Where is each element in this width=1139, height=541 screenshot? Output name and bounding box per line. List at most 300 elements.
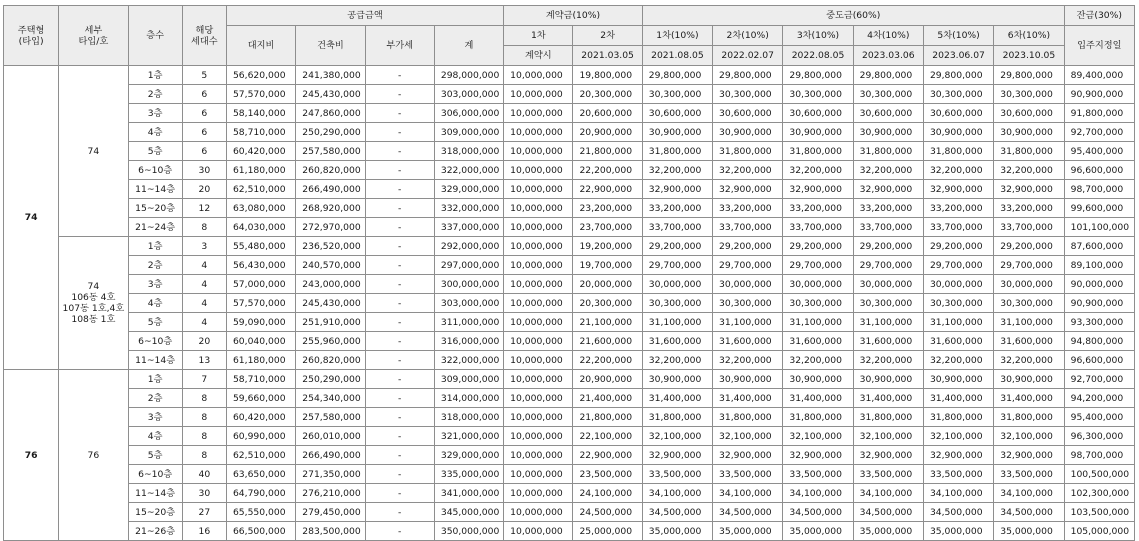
middle-4-cell: 30,300,000 [853, 85, 923, 104]
middle-4-cell: 30,000,000 [853, 275, 923, 294]
floor-cell: 21~24층 [128, 218, 182, 237]
middle-6-cell: 31,800,000 [994, 142, 1064, 161]
contract-1-cell: 10,000,000 [504, 465, 573, 484]
balance-cell: 94,200,000 [1064, 389, 1134, 408]
middle-1-cell: 29,800,000 [642, 66, 712, 85]
balance-cell: 90,900,000 [1064, 85, 1134, 104]
building-cell: 247,860,000 [296, 104, 365, 123]
floor-cell: 1층 [128, 66, 182, 85]
middle-6-cell: 31,100,000 [994, 313, 1064, 332]
vat-cell: - [365, 199, 434, 218]
units-cell: 6 [182, 142, 226, 161]
housing-type-cell: 74 [4, 66, 59, 370]
floor-cell: 4층 [128, 427, 182, 446]
middle-5-cell: 31,600,000 [923, 332, 993, 351]
contract-1-cell: 10,000,000 [504, 332, 573, 351]
vat-cell: - [365, 446, 434, 465]
vat-cell: - [365, 484, 434, 503]
units-cell: 30 [182, 484, 226, 503]
header-middle: 중도금(60%) [642, 6, 1064, 26]
table-row [4, 66, 1135, 85]
header-contract-1: 1차 [504, 26, 573, 46]
units-cell: 5 [182, 66, 226, 85]
middle-2-cell: 31,100,000 [713, 313, 783, 332]
vat-cell: - [365, 313, 434, 332]
middle-5-cell: 32,200,000 [923, 161, 993, 180]
middle-5-cell: 30,300,000 [923, 294, 993, 313]
vat-cell: - [365, 180, 434, 199]
contract-2-cell: 24,100,000 [573, 484, 642, 503]
land-cell: 58,710,000 [226, 370, 295, 389]
header-balance-date: 입주지정일 [1064, 26, 1134, 66]
contract-1-cell: 10,000,000 [504, 275, 573, 294]
floor-cell: 5층 [128, 313, 182, 332]
vat-cell: - [365, 370, 434, 389]
land-cell: 65,550,000 [226, 503, 295, 522]
middle-3-cell: 32,100,000 [783, 427, 853, 446]
middle-1-cell: 30,300,000 [642, 85, 712, 104]
contract-2-cell: 20,900,000 [573, 370, 642, 389]
building-cell: 254,340,000 [296, 389, 365, 408]
middle-5-cell: 35,000,000 [923, 522, 993, 541]
balance-cell: 95,400,000 [1064, 142, 1134, 161]
balance-cell: 98,700,000 [1064, 446, 1134, 465]
middle-3-cell: 33,700,000 [783, 218, 853, 237]
land-cell: 55,480,000 [226, 237, 295, 256]
contract-1-cell: 10,000,000 [504, 446, 573, 465]
balance-cell: 90,900,000 [1064, 294, 1134, 313]
table-row [4, 332, 1135, 351]
middle-3-cell: 31,800,000 [783, 408, 853, 427]
total-cell: 318,000,000 [434, 408, 503, 427]
building-cell: 257,580,000 [296, 408, 365, 427]
middle-6-cell: 34,500,000 [994, 503, 1064, 522]
contract-2-cell: 25,000,000 [573, 522, 642, 541]
balance-cell: 93,300,000 [1064, 313, 1134, 332]
middle-1-cell: 31,400,000 [642, 389, 712, 408]
building-cell: 266,490,000 [296, 446, 365, 465]
middle-4-cell: 31,600,000 [853, 332, 923, 351]
contract-2-cell: 24,500,000 [573, 503, 642, 522]
contract-1-cell: 10,000,000 [504, 294, 573, 313]
land-cell: 58,140,000 [226, 104, 295, 123]
building-cell: 250,290,000 [296, 123, 365, 142]
middle-3-cell: 31,800,000 [783, 142, 853, 161]
middle-4-cell: 32,200,000 [853, 161, 923, 180]
middle-1-cell: 30,000,000 [642, 275, 712, 294]
detail-type-cell: 76 [59, 370, 128, 541]
units-cell: 6 [182, 123, 226, 142]
land-cell: 64,790,000 [226, 484, 295, 503]
middle-2-cell: 31,600,000 [713, 332, 783, 351]
contract-1-cell: 10,000,000 [504, 427, 573, 446]
land-cell: 57,570,000 [226, 85, 295, 104]
building-cell: 276,210,000 [296, 484, 365, 503]
total-cell: 329,000,000 [434, 446, 503, 465]
middle-6-cell: 29,200,000 [994, 237, 1064, 256]
contract-1-cell: 10,000,000 [504, 161, 573, 180]
vat-cell: - [365, 408, 434, 427]
middle-6-cell: 29,800,000 [994, 66, 1064, 85]
land-cell: 61,180,000 [226, 351, 295, 370]
contract-1-cell: 10,000,000 [504, 66, 573, 85]
floor-cell: 3층 [128, 275, 182, 294]
table-row [4, 275, 1135, 294]
floor-cell: 5층 [128, 142, 182, 161]
contract-1-cell: 10,000,000 [504, 351, 573, 370]
middle-6-cell: 32,100,000 [994, 427, 1064, 446]
contract-2-cell: 20,300,000 [573, 85, 642, 104]
middle-5-cell: 31,400,000 [923, 389, 993, 408]
contract-2-cell: 20,900,000 [573, 123, 642, 142]
land-cell: 58,710,000 [226, 123, 295, 142]
contract-2-cell: 22,100,000 [573, 427, 642, 446]
contract-2-cell: 21,800,000 [573, 142, 642, 161]
contract-2-cell: 21,800,000 [573, 408, 642, 427]
vat-cell: - [365, 503, 434, 522]
table-row [4, 85, 1135, 104]
land-cell: 59,660,000 [226, 389, 295, 408]
table-row [4, 123, 1135, 142]
middle-2-cell: 33,200,000 [713, 199, 783, 218]
land-cell: 59,090,000 [226, 313, 295, 332]
middle-2-cell: 32,200,000 [713, 161, 783, 180]
total-cell: 314,000,000 [434, 389, 503, 408]
middle-2-cell: 34,100,000 [713, 484, 783, 503]
contract-1-cell: 10,000,000 [504, 484, 573, 503]
units-cell: 4 [182, 256, 226, 275]
header-vat: 부가세 [365, 26, 434, 66]
middle-2-cell: 33,700,000 [713, 218, 783, 237]
building-cell: 283,500,000 [296, 522, 365, 541]
table-row [4, 389, 1135, 408]
total-cell: 322,000,000 [434, 351, 503, 370]
contract-2-cell: 20,600,000 [573, 104, 642, 123]
units-cell: 8 [182, 446, 226, 465]
middle-6-cell: 30,900,000 [994, 123, 1064, 142]
building-cell: 241,380,000 [296, 66, 365, 85]
units-cell: 4 [182, 275, 226, 294]
header-middle-1-date: 2021.08.05 [642, 46, 712, 66]
building-cell: 268,920,000 [296, 199, 365, 218]
middle-4-cell: 29,800,000 [853, 66, 923, 85]
vat-cell: - [365, 142, 434, 161]
header-building: 건축비 [296, 26, 365, 66]
table-header [4, 6, 1135, 66]
middle-1-cell: 33,200,000 [642, 199, 712, 218]
vat-cell: - [365, 522, 434, 541]
floor-cell: 6~10층 [128, 332, 182, 351]
middle-3-cell: 30,300,000 [783, 294, 853, 313]
units-cell: 3 [182, 237, 226, 256]
land-cell: 61,180,000 [226, 161, 295, 180]
building-cell: 260,820,000 [296, 351, 365, 370]
building-cell: 250,290,000 [296, 370, 365, 389]
total-cell: 311,000,000 [434, 313, 503, 332]
table-row [4, 427, 1135, 446]
units-cell: 8 [182, 427, 226, 446]
balance-cell: 92,700,000 [1064, 370, 1134, 389]
header-units: 해당 세대수 [182, 6, 226, 66]
floor-cell: 3층 [128, 408, 182, 427]
middle-1-cell: 31,800,000 [642, 142, 712, 161]
middle-6-cell: 29,700,000 [994, 256, 1064, 275]
middle-5-cell: 32,900,000 [923, 446, 993, 465]
middle-1-cell: 30,300,000 [642, 294, 712, 313]
table-row [4, 199, 1135, 218]
building-cell: 260,010,000 [296, 427, 365, 446]
units-cell: 13 [182, 351, 226, 370]
middle-3-cell: 30,900,000 [783, 123, 853, 142]
contract-1-cell: 10,000,000 [504, 503, 573, 522]
middle-4-cell: 32,200,000 [853, 351, 923, 370]
building-cell: 271,350,000 [296, 465, 365, 484]
header-middle-6-date: 2023.10.05 [994, 46, 1064, 66]
header-detail-type: 세부 타입/호 [59, 6, 128, 66]
table-row [4, 161, 1135, 180]
header-floor: 층수 [128, 6, 182, 66]
middle-5-cell: 32,100,000 [923, 427, 993, 446]
land-cell: 60,420,000 [226, 408, 295, 427]
middle-2-cell: 35,000,000 [713, 522, 783, 541]
contract-1-cell: 10,000,000 [504, 85, 573, 104]
middle-4-cell: 31,100,000 [853, 313, 923, 332]
table-row [4, 503, 1135, 522]
floor-cell: 15~20층 [128, 503, 182, 522]
units-cell: 8 [182, 218, 226, 237]
middle-6-cell: 30,300,000 [994, 294, 1064, 313]
middle-6-cell: 33,500,000 [994, 465, 1064, 484]
floor-cell: 11~14층 [128, 180, 182, 199]
detail-type-cell: 74 106동 4호 107동 1호,4호 108동 1호 [59, 237, 128, 370]
middle-3-cell: 29,200,000 [783, 237, 853, 256]
middle-5-cell: 30,000,000 [923, 275, 993, 294]
middle-5-cell: 31,800,000 [923, 408, 993, 427]
balance-cell: 101,100,000 [1064, 218, 1134, 237]
floor-cell: 3층 [128, 104, 182, 123]
contract-2-cell: 19,700,000 [573, 256, 642, 275]
middle-3-cell: 32,200,000 [783, 351, 853, 370]
middle-3-cell: 29,800,000 [783, 66, 853, 85]
middle-2-cell: 30,900,000 [713, 123, 783, 142]
balance-cell: 90,000,000 [1064, 275, 1134, 294]
floor-cell: 11~14층 [128, 351, 182, 370]
balance-cell: 98,700,000 [1064, 180, 1134, 199]
middle-3-cell: 35,000,000 [783, 522, 853, 541]
middle-3-cell: 34,500,000 [783, 503, 853, 522]
header-middle-3-date: 2022.08.05 [783, 46, 853, 66]
land-cell: 63,650,000 [226, 465, 295, 484]
middle-5-cell: 34,100,000 [923, 484, 993, 503]
middle-3-cell: 31,600,000 [783, 332, 853, 351]
contract-1-cell: 10,000,000 [504, 313, 573, 332]
housing-type-cell: 76 [4, 370, 59, 541]
table-body [4, 66, 1135, 541]
header-supply: 공급금액 [226, 6, 503, 26]
middle-3-cell: 34,100,000 [783, 484, 853, 503]
middle-4-cell: 31,800,000 [853, 408, 923, 427]
middle-1-cell: 34,100,000 [642, 484, 712, 503]
middle-2-cell: 30,900,000 [713, 370, 783, 389]
units-cell: 12 [182, 199, 226, 218]
detail-type-cell: 74 [59, 66, 128, 237]
middle-1-cell: 33,500,000 [642, 465, 712, 484]
middle-2-cell: 32,100,000 [713, 427, 783, 446]
middle-5-cell: 33,200,000 [923, 199, 993, 218]
land-cell: 56,620,000 [226, 66, 295, 85]
header-middle-5-date: 2023.06.07 [923, 46, 993, 66]
middle-3-cell: 32,200,000 [783, 161, 853, 180]
middle-2-cell: 30,300,000 [713, 85, 783, 104]
contract-1-cell: 10,000,000 [504, 180, 573, 199]
middle-2-cell: 32,900,000 [713, 180, 783, 199]
header-middle-3: 3차(10%) [783, 26, 853, 46]
floor-cell: 15~20층 [128, 199, 182, 218]
building-cell: 236,520,000 [296, 237, 365, 256]
vat-cell: - [365, 104, 434, 123]
middle-4-cell: 34,100,000 [853, 484, 923, 503]
header-middle-6: 6차(10%) [994, 26, 1064, 46]
header-contract-2-date: 2021.03.05 [573, 46, 642, 66]
table-row [4, 351, 1135, 370]
total-cell: 350,000,000 [434, 522, 503, 541]
middle-4-cell: 30,900,000 [853, 123, 923, 142]
contract-2-cell: 19,800,000 [573, 66, 642, 85]
middle-5-cell: 33,700,000 [923, 218, 993, 237]
middle-5-cell: 32,900,000 [923, 180, 993, 199]
land-cell: 60,990,000 [226, 427, 295, 446]
floor-cell: 4층 [128, 123, 182, 142]
middle-2-cell: 29,800,000 [713, 66, 783, 85]
land-cell: 62,510,000 [226, 180, 295, 199]
balance-cell: 96,600,000 [1064, 161, 1134, 180]
middle-4-cell: 31,400,000 [853, 389, 923, 408]
building-cell: 257,580,000 [296, 142, 365, 161]
middle-5-cell: 34,500,000 [923, 503, 993, 522]
middle-6-cell: 31,600,000 [994, 332, 1064, 351]
middle-1-cell: 35,000,000 [642, 522, 712, 541]
building-cell: 255,960,000 [296, 332, 365, 351]
total-cell: 303,000,000 [434, 294, 503, 313]
middle-1-cell: 32,900,000 [642, 180, 712, 199]
floor-cell: 5층 [128, 446, 182, 465]
building-cell: 243,000,000 [296, 275, 365, 294]
header-land: 대지비 [226, 26, 295, 66]
total-cell: 318,000,000 [434, 142, 503, 161]
middle-2-cell: 31,400,000 [713, 389, 783, 408]
vat-cell: - [365, 237, 434, 256]
land-cell: 63,080,000 [226, 199, 295, 218]
total-cell: 300,000,000 [434, 275, 503, 294]
vat-cell: - [365, 332, 434, 351]
contract-2-cell: 21,600,000 [573, 332, 642, 351]
middle-1-cell: 33,700,000 [642, 218, 712, 237]
contract-2-cell: 21,100,000 [573, 313, 642, 332]
balance-cell: 100,500,000 [1064, 465, 1134, 484]
middle-6-cell: 32,900,000 [994, 180, 1064, 199]
header-middle-2: 2차(10%) [713, 26, 783, 46]
floor-cell: 21~26층 [128, 522, 182, 541]
land-cell: 60,420,000 [226, 142, 295, 161]
price-table [3, 5, 1135, 541]
units-cell: 30 [182, 161, 226, 180]
floor-cell: 4층 [128, 294, 182, 313]
building-cell: 245,430,000 [296, 85, 365, 104]
building-cell: 245,430,000 [296, 294, 365, 313]
middle-3-cell: 30,600,000 [783, 104, 853, 123]
vat-cell: - [365, 218, 434, 237]
contract-1-cell: 10,000,000 [504, 123, 573, 142]
header-middle-2-date: 2022.02.07 [713, 46, 783, 66]
middle-3-cell: 33,500,000 [783, 465, 853, 484]
middle-6-cell: 32,200,000 [994, 351, 1064, 370]
table-row [4, 256, 1135, 275]
middle-1-cell: 31,600,000 [642, 332, 712, 351]
floor-cell: 1층 [128, 237, 182, 256]
middle-6-cell: 32,900,000 [994, 446, 1064, 465]
middle-6-cell: 31,800,000 [994, 408, 1064, 427]
contract-1-cell: 10,000,000 [504, 370, 573, 389]
land-cell: 56,430,000 [226, 256, 295, 275]
table-row [4, 446, 1135, 465]
total-cell: 316,000,000 [434, 332, 503, 351]
middle-2-cell: 32,200,000 [713, 351, 783, 370]
contract-2-cell: 19,200,000 [573, 237, 642, 256]
middle-5-cell: 30,900,000 [923, 123, 993, 142]
table-row [4, 142, 1135, 161]
building-cell: 266,490,000 [296, 180, 365, 199]
total-cell: 321,000,000 [434, 427, 503, 446]
middle-4-cell: 30,300,000 [853, 294, 923, 313]
balance-cell: 94,800,000 [1064, 332, 1134, 351]
vat-cell: - [365, 275, 434, 294]
middle-1-cell: 32,900,000 [642, 446, 712, 465]
middle-2-cell: 29,700,000 [713, 256, 783, 275]
header-middle-4-date: 2023.03.06 [853, 46, 923, 66]
middle-2-cell: 30,000,000 [713, 275, 783, 294]
contract-2-cell: 22,200,000 [573, 161, 642, 180]
middle-5-cell: 30,300,000 [923, 85, 993, 104]
middle-5-cell: 33,500,000 [923, 465, 993, 484]
contract-1-cell: 10,000,000 [504, 522, 573, 541]
table-row [4, 237, 1135, 256]
vat-cell: - [365, 85, 434, 104]
balance-cell: 99,600,000 [1064, 199, 1134, 218]
total-cell: 322,000,000 [434, 161, 503, 180]
table-row [4, 408, 1135, 427]
total-cell: 329,000,000 [434, 180, 503, 199]
middle-4-cell: 33,500,000 [853, 465, 923, 484]
contract-2-cell: 23,200,000 [573, 199, 642, 218]
middle-4-cell: 32,900,000 [853, 180, 923, 199]
floor-cell: 2층 [128, 85, 182, 104]
balance-cell: 96,300,000 [1064, 427, 1134, 446]
total-cell: 337,000,000 [434, 218, 503, 237]
middle-5-cell: 29,200,000 [923, 237, 993, 256]
middle-6-cell: 33,200,000 [994, 199, 1064, 218]
middle-2-cell: 29,200,000 [713, 237, 783, 256]
middle-3-cell: 29,700,000 [783, 256, 853, 275]
floor-cell: 1층 [128, 370, 182, 389]
header-contract-2: 2차 [573, 26, 642, 46]
middle-2-cell: 31,800,000 [713, 142, 783, 161]
middle-5-cell: 30,900,000 [923, 370, 993, 389]
middle-3-cell: 30,300,000 [783, 85, 853, 104]
contract-1-cell: 10,000,000 [504, 256, 573, 275]
contract-1-cell: 10,000,000 [504, 142, 573, 161]
middle-4-cell: 30,600,000 [853, 104, 923, 123]
middle-4-cell: 29,700,000 [853, 256, 923, 275]
